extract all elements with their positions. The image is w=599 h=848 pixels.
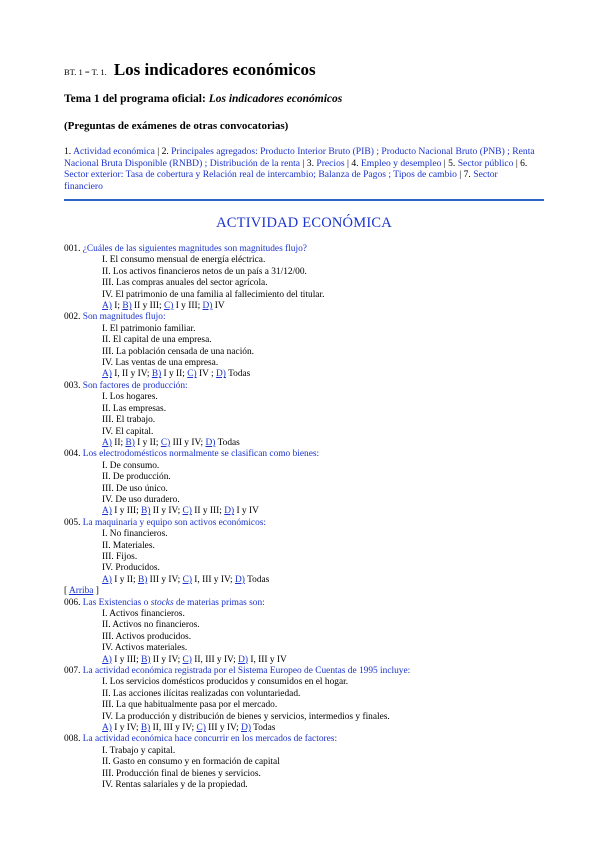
question xyxy=(64,734,544,791)
answer-text: II; xyxy=(111,437,126,448)
answer-text: IV ; xyxy=(196,369,216,380)
question-option: I. El consumo mensual de energía eléctrica. xyxy=(102,255,266,266)
answer-options xyxy=(64,369,544,380)
question-option: IV. El patrimonio de una familia al fallecimiento del titular. xyxy=(102,289,325,300)
bracket: ] xyxy=(93,586,99,597)
question xyxy=(64,666,544,734)
answer-text: I, III y IV; xyxy=(191,574,235,585)
answer-link[interactable]: C) xyxy=(163,301,174,312)
answer-link[interactable]: A) xyxy=(102,301,112,312)
answer-link[interactable]: A) xyxy=(102,654,112,665)
question-option: I. De consumo. xyxy=(102,460,160,471)
question-list xyxy=(64,244,544,792)
answer-text: I y IV; xyxy=(111,723,141,734)
index-sep: | 5. xyxy=(441,157,458,169)
question-option: II. Materiales. xyxy=(102,540,155,551)
answer-text: II y III; xyxy=(131,301,164,312)
answer-link[interactable]: D) xyxy=(234,574,245,585)
answer-link[interactable]: B) xyxy=(141,654,151,665)
answer-options xyxy=(64,575,544,586)
answer-text: Todas xyxy=(215,437,240,448)
arriba-nav xyxy=(64,586,544,597)
question-option: III. Fijos. xyxy=(102,551,138,562)
answer-link[interactable]: C) xyxy=(196,723,206,734)
tema-prefix: Tema 1 del programa oficial: xyxy=(64,93,206,105)
answer-link[interactable]: C) xyxy=(182,506,192,517)
question-prompt[interactable] xyxy=(64,312,544,323)
answer-text: I y II; xyxy=(161,369,188,380)
index-sep: | 3. xyxy=(300,157,317,169)
answer-options xyxy=(64,655,544,666)
divider xyxy=(64,199,544,201)
answer-link[interactable]: B) xyxy=(151,369,162,380)
answer-link[interactable]: D) xyxy=(224,506,235,517)
question-option: I. Activos financieros. xyxy=(102,609,185,619)
topic-index xyxy=(64,146,536,192)
question-text-italic: stocks xyxy=(150,597,174,608)
answer-text: III y IV; xyxy=(170,437,206,448)
section-title: ACTIVIDAD ECONÓMICA xyxy=(216,215,392,231)
subtitle: (Preguntas de exámenes de otras convocatorias) xyxy=(64,120,289,132)
answer-text: Todas xyxy=(244,574,270,585)
bracket: [ xyxy=(64,586,69,597)
arriba-link[interactable]: Arriba xyxy=(68,586,94,597)
answer-options xyxy=(64,723,544,734)
answer-link[interactable]: D) xyxy=(202,301,213,312)
question-option: IV. Producidos. xyxy=(102,563,160,574)
question-number: 006. xyxy=(64,597,83,608)
question-text: La actividad económica registrada por el Sistema Europeo de Cuentas de 1995 incluye: xyxy=(82,666,411,677)
answer-link[interactable]: A) xyxy=(102,506,112,517)
index-sep: | 2. xyxy=(154,146,172,157)
answer-options xyxy=(64,506,544,517)
question-text: Las Existencias o xyxy=(82,597,151,608)
answer-options xyxy=(64,438,544,449)
question-option: II. Los activos financieros netos de un país a 31/12/00. xyxy=(102,266,307,277)
question-number: 002. xyxy=(64,312,83,323)
answer-text: IV xyxy=(212,301,225,312)
answer-link[interactable]: B) xyxy=(141,506,151,517)
answer-link[interactable]: A) xyxy=(102,574,112,585)
question-option: I. Trabajo y capital. xyxy=(102,745,176,756)
question-option: II. El capital de una empresa. xyxy=(102,335,212,346)
answer-text: I y III; xyxy=(173,301,203,312)
answer-link[interactable]: B) xyxy=(140,723,151,734)
answer-text: I y II; xyxy=(111,574,138,585)
index-sep: | 6. xyxy=(513,157,528,169)
index-link-precios[interactable]: Precios xyxy=(316,157,345,169)
question xyxy=(64,449,544,517)
question-option: IV. Las ventas de una empresa. xyxy=(102,358,219,369)
index-link-empleo[interactable]: Empleo y desempleo xyxy=(360,157,442,169)
answer-text: III y IV; xyxy=(147,574,183,585)
question xyxy=(64,598,544,666)
answer-text: Todas xyxy=(225,369,251,380)
index-link-sector-publico[interactable]: Sector xyxy=(457,157,483,169)
tema-line xyxy=(64,93,342,105)
question-option: II. Gasto en consumo y en formación de capital xyxy=(102,757,280,768)
index-sep: | 4. xyxy=(344,157,361,169)
question-option: III. El trabajo. xyxy=(102,415,156,426)
index-link-agregados[interactable]: Principales agregados: Producto Interior Bruto (PIB) ; Producto Nacional Bruto (PNB) ; xyxy=(171,146,510,157)
question-number: 003. xyxy=(64,380,83,391)
tema-italic: Los indicadores económicos xyxy=(208,93,343,105)
question-option: II. Activos no financieros. xyxy=(102,620,200,631)
question-number: 004. xyxy=(64,449,83,460)
question-option: IV. El capital. xyxy=(102,426,154,437)
question-text: Los electrodomésticos normalmente se clasifican como bienes: xyxy=(82,449,320,460)
answer-text: I, II y IV; xyxy=(111,369,152,380)
answer-link[interactable]: D) xyxy=(215,369,226,380)
question-option: III. Las compras anuales del sector agrícola. xyxy=(102,278,268,289)
answer-link[interactable]: C) xyxy=(160,437,171,448)
answer-text: III y IV; xyxy=(205,723,242,734)
question-number: 001. xyxy=(64,244,83,254)
answer-link[interactable]: C) xyxy=(187,369,197,380)
document-header xyxy=(64,60,316,80)
answer-options xyxy=(64,301,544,312)
question-prompt[interactable] xyxy=(64,381,544,392)
answer-link[interactable]: A) xyxy=(102,723,112,734)
question-option: II. Las empresas. xyxy=(102,403,167,414)
question-prompt[interactable] xyxy=(64,244,544,255)
question-option: II. Las acciones ilícitas realizadas con voluntariedad. xyxy=(102,688,301,699)
answer-link[interactable]: C) xyxy=(182,654,192,665)
answer-link[interactable]: C) xyxy=(182,574,192,585)
question-option: III. La que habitualmente pasa por el mercado. xyxy=(102,700,278,711)
answer-link[interactable]: B) xyxy=(122,301,132,312)
answer-link[interactable]: A) xyxy=(102,437,112,448)
question-text: Son magnitudes flujo: xyxy=(82,312,166,323)
answer-text: I y III; xyxy=(111,506,142,517)
question-option: I. Los servicios domésticos producidos y consumidos en el hogar. xyxy=(102,677,349,688)
topic-code: BT. 1 = T. 1. xyxy=(64,67,107,77)
question xyxy=(64,312,544,380)
index-link-renta[interactable]: Renta Nacional Bruta Disponible (RNBD) ; Distribución de la renta xyxy=(64,146,535,169)
index-link-sector-financiero[interactable]: Sector financiero xyxy=(64,169,498,192)
question-number: 008. xyxy=(64,734,83,745)
question-text: de materias primas son: xyxy=(173,597,265,608)
answer-text: II y IV; xyxy=(150,506,183,517)
answer-link[interactable]: D) xyxy=(205,437,216,448)
question-prompt[interactable] xyxy=(64,666,544,677)
question xyxy=(64,381,544,449)
answer-text: I, III y IV xyxy=(248,654,287,665)
question-text: ¿Cuáles de las siguientes magnitudes son magnitudes flujo? xyxy=(82,244,307,254)
question-option: IV. Activos materiales. xyxy=(102,643,188,654)
question-text: Son factores de producción: xyxy=(82,380,188,391)
question-option: IV. De uso duradero. xyxy=(102,494,180,505)
question xyxy=(64,518,544,586)
question-prompt[interactable] xyxy=(64,598,544,609)
question-option: III. Activos producidos. xyxy=(102,631,192,642)
answer-link[interactable]: D) xyxy=(238,654,248,665)
answer-link[interactable]: A) xyxy=(102,369,112,380)
answer-text: I y IV xyxy=(234,506,259,517)
question xyxy=(64,244,544,312)
question-option: IV. La producción y distribución de bienes y servicios, intermedios y finales. xyxy=(102,711,390,722)
question-prompt[interactable] xyxy=(64,449,544,460)
question-number: 007. xyxy=(64,666,83,677)
answer-text: I y III; xyxy=(111,654,142,665)
answer-text: II, III y IV; xyxy=(191,654,239,665)
question-option: III. De uso único. xyxy=(102,483,168,494)
index-link-actividad[interactable]: Actividad económica xyxy=(73,146,155,157)
question-option: II. De producción. xyxy=(102,472,171,483)
question-option: I. No financieros. xyxy=(102,529,168,540)
question-text: La actividad económica hace concurrir en los mercados de factores: xyxy=(82,734,338,745)
question-option: III. Producción final de bienes y servicios. xyxy=(102,768,261,779)
question-option: IV. Rentas salariales y de la propiedad. xyxy=(102,780,248,791)
index-link-sector-exterior[interactable]: Sector exterior: Tasa de cobertura y Relación real de intercambio; Balanza de Pagos ; Tipos de cambio xyxy=(64,169,457,181)
question-option: III. La población censada de una nación. xyxy=(102,346,255,357)
answer-link[interactable]: B) xyxy=(125,437,135,448)
answer-text: Todas xyxy=(250,723,276,734)
index-sep: | 7. xyxy=(456,169,471,181)
question-option: I. Los hogares. xyxy=(102,392,158,403)
answer-link[interactable]: B) xyxy=(137,574,148,585)
answer-text: II y III; xyxy=(191,506,225,517)
answer-text: I; xyxy=(111,301,123,312)
page-title: Los indicadores económicos xyxy=(113,60,316,79)
index-link-sector-publico-cont[interactable]: público xyxy=(484,157,514,169)
question-option: I. El patrimonio familiar. xyxy=(102,323,196,334)
question-text: La maquinaria y equipo son activos económicos: xyxy=(82,517,267,528)
answer-text: II, III y IV; xyxy=(150,723,197,734)
answer-text: II y IV; xyxy=(150,654,183,665)
question-prompt[interactable] xyxy=(64,518,544,529)
question-prompt[interactable] xyxy=(64,734,544,745)
answer-text: I y II; xyxy=(134,437,161,448)
question-number: 005. xyxy=(64,517,83,528)
answer-link[interactable]: D) xyxy=(241,723,251,734)
index-text: 1. xyxy=(64,146,74,157)
